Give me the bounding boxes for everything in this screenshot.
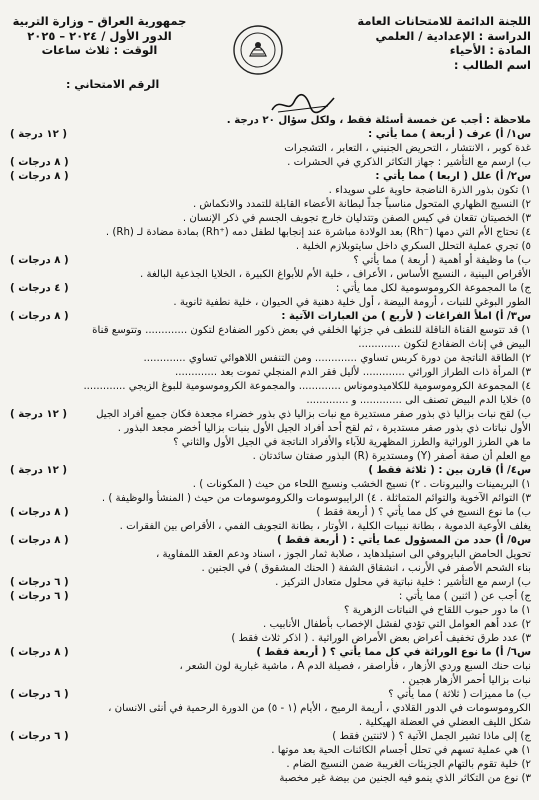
question-line: ٢) النسيج الظهاري المتحول مناسباً جداً لبطانة الأعضاء القابلة للتمدد والانكماش . xyxy=(192,199,531,210)
subject: المادة : الأحياء xyxy=(449,43,531,57)
marks-label: ( ٨ درجات ) xyxy=(10,535,69,546)
marks-label: ( ٦ درجات ) xyxy=(10,577,69,588)
marks-label: ( ٦ درجات ) xyxy=(10,591,69,602)
question-line: س٤/ أ) قارن بين : ( ثلاثة فقط ) xyxy=(368,465,531,476)
student-name-label: اسم الطالب : xyxy=(453,57,531,72)
exam-number-label: الرقم الامتحاني : xyxy=(66,78,160,91)
question-line: س٦/ أ) ما نوع الوراثة في كل مما يأتي ؟ ( أربعة فقط ) xyxy=(256,647,531,658)
question-line: البيض في إناث الضفادع لتكون ............. xyxy=(358,339,531,350)
header-left xyxy=(12,14,187,58)
header-right xyxy=(296,14,531,72)
question-line: الكروموسومات في الدور القلادي ، أريمة الرميح ، الأيام (١ - ٥) من الدورة الرحمية في أنثى الانسان ، xyxy=(108,703,531,714)
question-line: ملاحظة : أجب عن خمسة أسئلة فقط ، ولكل سؤال ٢٠ درجة . xyxy=(226,115,531,126)
signature-icon xyxy=(270,92,336,116)
question-line: شكل الليف العضلي في العضلة الهيكلية . xyxy=(358,717,531,728)
question-line: ٢) عدد أهم العوامل التي تؤدي لفشل الإخصاب بأطفال الأنابيب . xyxy=(263,619,531,630)
question-line: ١) تكون بذور الذرة الناضجة حاوية على سويداء . xyxy=(328,185,531,196)
question-line: ب) ارسم مع التأشير : جهاز التكاثر الذكري في الحشرات . xyxy=(287,157,531,168)
marks-label: ( ٤ درجات ) xyxy=(10,283,69,294)
question-line: ١) البريمينات والبيرونات . ٢) نسيج الخشب ونسيج اللحاء من حيث ( المكونات ) . xyxy=(192,479,531,490)
question-line: ٣) المرأة ذات الطراز الوراثي ............. لأليل فقر الدم المنجلي تموت بعد ............. xyxy=(175,367,531,378)
marks-label: ( ٨ درجات ) xyxy=(10,311,69,322)
question-line: ٣) الخصيتان تقعان في كيس الصفن وتتدليان خارج تجويف الجسم في ذكر الإنسان . xyxy=(182,213,531,224)
question-line: س٢/ أ) علل ( اربعا ) مما يأتي : xyxy=(375,171,531,182)
question-line: نبات حنك السبع وردي الأزهار ، فأراصفر ، فصيلة الدم A ، ماشية غبارية لون الشعر ، xyxy=(179,661,531,672)
question-line: ج) ما المجموعة الكروموسومية لكل مما يأتي : xyxy=(335,283,531,294)
question-line: ج) إلى ماذا تشير الجمل الآتية ؟ ( لاثنتين فقط ) xyxy=(332,731,531,742)
question-line: ٤) المجموعة الكروموسومية للكلاميدوموناس ............. والمجموعة الكروموسومية للبوغ الزيجي ............. xyxy=(83,381,531,392)
question-line: ب) ما نوع النسيج في كل مما يأتي ؟ ( أربعة فقط ) xyxy=(316,507,531,518)
marks-label: ( ١٢ درجة ) xyxy=(10,129,68,140)
question-line: يغلف الأوعية الدموية ، بطانة نبيبات الكلية ، الأوتار ، بطانة التجويف الفمي ، الأقراص بين الفقرات . xyxy=(119,521,531,532)
marks-label: ( ٨ درجات ) xyxy=(10,507,69,518)
question-line: ٢) الطاقة الناتجة من دورة كربس تساوي ............. ومن التنفس اللاهوائي تساوي ............. xyxy=(143,353,531,364)
marks-label: ( ٨ درجات ) xyxy=(10,255,69,266)
question-line: ب) ما مميزات ( ثلاثة ) مما يأتي ؟ xyxy=(388,689,531,700)
question-line: ٣) التوائم الآخوية والتوائم المتماثلة . ٤) الرايبوسومات والكروموسومات من حيث ( المنشأ والوظيفة ) . xyxy=(101,493,531,504)
question-line: مع العلم أن صفة أصفر (Y) ومستديرة (R) البذور صفتان سائدتان . xyxy=(252,451,531,462)
question-line: ٢) خلية تقوم بالتهام الجزيئات الغريبة ضمن النسيج الضام . xyxy=(286,759,531,770)
study-type: الدراسة : الإعدادية / العلمي xyxy=(375,28,531,43)
question-line: تحويل الحامض البايروفي الى استيلدهايد ، صلابة ثمار الجوز ، اسناد ودعم العقد اللمفاوية ، xyxy=(155,549,531,560)
question-line: الأقراص البينية ، النسيج الأساس ، الأعراف ، خلية الأم للأبواغ الكبيرة ، الخلايا الجذعية البالغة . xyxy=(140,269,531,280)
marks-label: ( ٨ درجات ) xyxy=(10,157,69,168)
marks-label: ( ٦ درجات ) xyxy=(10,689,69,700)
exam-duration: الوقت : ثلاث ساعات xyxy=(41,43,158,57)
question-line: ب) ما وظيفة أو أهمية ( أربعة ) مما يأتي ؟ xyxy=(353,255,531,266)
question-line: ٣) نوع من التكاثر الذي ينمو فيه الجنين من بيضة غير مخصبة xyxy=(279,773,531,784)
ministry-seal-icon xyxy=(232,24,284,76)
marks-label: ( ٨ درجات ) xyxy=(10,647,69,658)
question-line: س٥/ أ) حدد من المسؤول عما يأتي : ( أربعة فقط ) xyxy=(277,535,531,546)
exam-round: الدور الأول / ٢٠٢٤ – ٢٠٢٥ xyxy=(27,28,172,43)
question-line: ب) لقح نبات بزاليا ذي بذور صفر مستديرة مع نبات بزاليا ذي بذور خضراء مجعدة فكان جميع أفراد الجيل xyxy=(96,409,531,420)
marks-label: ( ٦ درجات ) xyxy=(10,731,69,742)
question-line: غدة كوبر ، الانتشار ، التحريض الجنيني ، التعابر ، التشجرات xyxy=(284,143,531,154)
question-line: الأول نباتات ذي بذور صفر مستديرة ، ثم لقح أحد أفراد الجيل الأول بنبات بزاليا أخضر مجعد البذور . xyxy=(117,423,531,434)
question-line: ٣) عدد طرق تخفيف أعراض بعض الأمراض الوراثية . ( اذكر ثلاث فقط ) xyxy=(231,633,531,644)
question-line: ٥) خلايا الدم البيض تصنف الى ............. و ............. xyxy=(306,395,531,406)
marks-label: ( ٨ درجات ) xyxy=(10,171,69,182)
question-line: ٤) تحتاج الأم التي دمها (⁻Rh) بعد الولادة مباشرة عند إنجابها لطفل دمه (⁺Rh) بمادة مضادة لـ (Rh) . xyxy=(105,227,531,238)
committee-name: اللجنة الدائمة للامتحانات العامة xyxy=(357,14,531,28)
ministry-name: جمهورية العراق – وزارة التربية xyxy=(12,14,187,28)
question-line: بناء الشحم الأصفر في الأرنب ، انشقاق الشفة ( الحنك المشقوق ) في الجنين . xyxy=(201,563,531,574)
question-line: ج) أجب عن ( اثنين ) مما يأتي : xyxy=(398,591,531,602)
question-line: ١) هي عملية تسهم في تحلل أجسام الكائنات الحية بعد موتها . xyxy=(271,745,531,756)
question-line: ٥) تجري عملية التحلل السكري داخل سايتوبلازم الخلية . xyxy=(295,241,531,252)
question-line: نبات بزاليا أحمر الأزهار هجين . xyxy=(402,675,531,686)
question-line: س٣/ أ) املأ الفراغات ( لأربع ) من العبارات الآتية : xyxy=(281,311,531,322)
question-line: الطور البوغي للنبات ، أرومة البيضة ، أول خلية دهنية في الحيوان ، خلية نطفية ثانوية . xyxy=(173,297,531,308)
marks-label: ( ١٢ درجة ) xyxy=(10,465,68,476)
marks-label: ( ١٢ درجة ) xyxy=(10,409,68,420)
question-line: ١) قد تتوسع القناة الناقلة للنطف في جزئها الخلفي في بعض ذكور الضفادع لتكون ............. وتتوسع قناة xyxy=(92,325,531,336)
question-line: ما هي الطرز الوراثية والطرز المظهرية للآباء والأفراد الناتجة في الجيل الأول والثاني ؟ xyxy=(173,437,531,448)
question-line: ١) ما دور حبوب اللقاح في النباتات الزهرية ؟ xyxy=(344,605,531,616)
question-line: س١/ أ) عرف ( أربعة ) مما يأتي : xyxy=(368,129,531,140)
question-line: ب) ارسم مع التأشير : خلية نباتية في محلول متعادل التركيز . xyxy=(275,577,531,588)
